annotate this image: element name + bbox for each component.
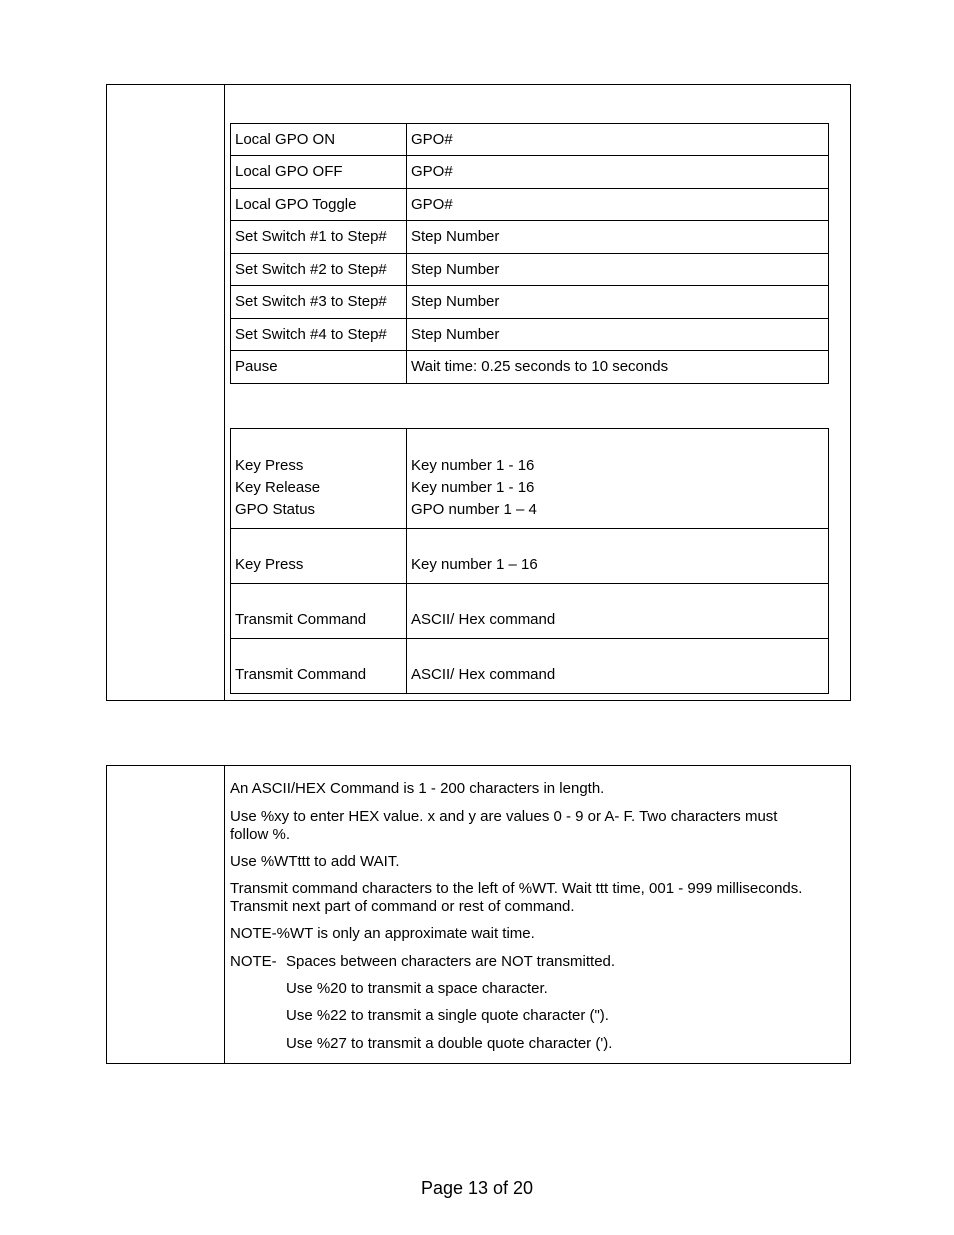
table-row <box>231 584 829 639</box>
command-label: Key Release <box>235 479 321 496</box>
command-cell: Transmit Command <box>231 584 407 639</box>
key-command-table <box>230 428 829 694</box>
table-row <box>231 189 829 221</box>
parameter-cell: Step Number <box>407 254 829 286</box>
parameter-cell: GPO# <box>407 124 829 156</box>
parameter-cell: GPO# <box>407 156 829 189</box>
note-hex-1: Use %xy to enter HEX value. x and y are values 0 - 9 or A- F. Two characters must <box>230 808 778 825</box>
parameter-cell: Key number 1 – 16 <box>407 529 829 584</box>
table-row <box>231 319 829 351</box>
parameter-cell: Wait time: 0.25 seconds to 10 seconds <box>407 351 829 384</box>
parameter-cell: Step Number <box>407 319 829 351</box>
note-transmit-1: Transmit command characters to the left of %WT. Wait ttt time, 001 - 999 milliseconds. <box>230 880 803 897</box>
notes-frame-divider <box>224 765 225 1064</box>
upper-frame-divider <box>224 84 225 701</box>
parameter-cell: ASCII/ Hex command <box>407 584 829 639</box>
command-cell: Local GPO Toggle <box>231 189 407 221</box>
parameter-cell: ASCII/ Hex command <box>407 639 829 694</box>
command-cell: Set Switch #4 to Step# <box>231 319 407 351</box>
command-cell: Set Switch #3 to Step# <box>231 286 407 319</box>
note-use20: Use %20 to transmit a space character. <box>286 980 548 997</box>
note-spaces: Spaces between characters are NOT transmitted. <box>286 953 616 970</box>
command-cell: Local GPO ON <box>231 124 407 156</box>
parameter-cell: Step Number <box>407 221 829 254</box>
parameter-label: Key number 1 - 16 <box>411 457 535 474</box>
note-transmit-2: Transmit next part of command or rest of command. <box>230 898 575 915</box>
table-row <box>231 639 829 694</box>
note-use27: Use %27 to transmit a double quote character ('). <box>286 1035 613 1052</box>
table-row <box>231 529 829 584</box>
command-cell: Set Switch #1 to Step# <box>231 221 407 254</box>
table-row <box>231 156 829 189</box>
command-label: Key Press <box>235 457 304 474</box>
command-cell: Transmit Command <box>231 639 407 694</box>
command-cell: Local GPO OFF <box>231 156 407 189</box>
parameter-cell <box>407 429 829 529</box>
note-approx: NOTE-%WT is only an approximate wait time. <box>230 925 535 942</box>
parameter-cell: GPO# <box>407 189 829 221</box>
note-length: An ASCII/HEX Command is 1 - 200 characters in length. <box>230 780 605 797</box>
table-row <box>231 254 829 286</box>
table-row <box>231 429 829 529</box>
note-wait: Use %WTttt to add WAIT. <box>230 853 400 870</box>
note-hex-2: follow %. <box>230 826 291 843</box>
table-row <box>231 124 829 156</box>
parameter-label: GPO number 1 – 4 <box>411 501 537 518</box>
note-spaces-prefix: NOTE- <box>230 953 277 970</box>
note-use22: Use %22 to transmit a single quote character ("). <box>286 1007 609 1024</box>
command-cell: Set Switch #2 to Step# <box>231 254 407 286</box>
gpo-command-table <box>230 123 829 384</box>
table-row <box>231 351 829 384</box>
table-row <box>231 286 829 319</box>
command-cell <box>231 429 407 529</box>
parameter-label: Key number 1 - 16 <box>411 479 535 496</box>
command-cell: Pause <box>231 351 407 384</box>
page-number: Page 13 of 20 <box>420 1178 534 1198</box>
command-cell: Key Press <box>231 529 407 584</box>
command-label: GPO Status <box>235 501 316 518</box>
parameter-cell: Step Number <box>407 286 829 319</box>
table-row <box>231 221 829 254</box>
